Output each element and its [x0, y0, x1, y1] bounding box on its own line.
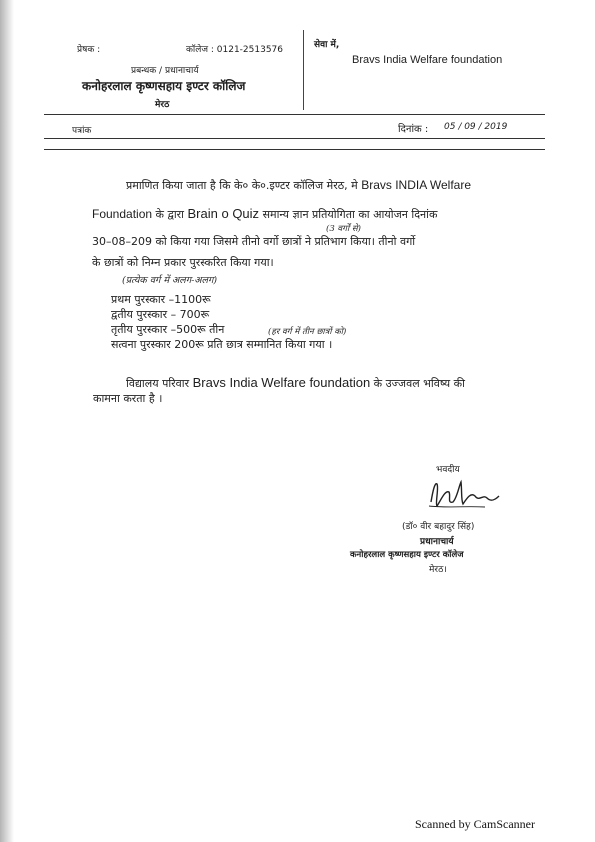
handnote-each-category: (प्रत्येक वर्ग में अलग-अलग)	[122, 275, 218, 286]
camscanner-watermark: Scanned by CamScanner	[415, 817, 535, 831]
para2-line1	[126, 375, 465, 391]
scan-shadow-edge	[0, 0, 14, 842]
signature-icon	[425, 476, 505, 512]
competition-text: समान्य ज्ञान प्रतियोगिता का आयोजन दिनांक	[262, 208, 438, 221]
date-value: 05 / 09 / 2019	[444, 122, 508, 132]
org-name-caps: Bravs INDIA Welfare	[361, 178, 472, 192]
para2-line2: कामना करता है ।	[93, 392, 163, 405]
designation: प्रधानाचार्य	[420, 537, 454, 547]
sender-label: प्रेषक :	[77, 45, 101, 55]
ref-label: पत्रांक	[72, 126, 92, 136]
college-name: कनोहरलाल कृष्णसहाय इण्टर कॉलिज	[82, 79, 246, 93]
prize-second: द्वतीय पुरस्कार – 700रू	[111, 308, 210, 321]
stamp-college: कनोहरलाल कृष्णसहाय इण्टर कॉलेज	[350, 550, 464, 560]
manager-principal: प्रबन्धक / प्रधानाचार्य	[131, 66, 199, 76]
to-label: सेवा में,	[314, 40, 340, 50]
para1-line1	[126, 178, 471, 193]
foundation-name: Bravs India Welfare foundation	[192, 375, 371, 390]
header-rule-bottom	[44, 149, 545, 150]
date-label: दिनांक :	[398, 124, 429, 135]
prize-third: तृतीय पुरस्कार –500रू तीन	[111, 323, 225, 336]
college-phone: कॉलेज : 0121-2513576	[186, 45, 284, 55]
yours-faithfully: भवदीय	[436, 465, 460, 475]
header-rule-mid	[44, 138, 545, 139]
para1-line4: के छात्रों को निम्न प्रकार पुरस्करित किया गया।	[92, 256, 274, 269]
para1-line3: 30–08–209 को किया गया जिसमे तीनो वर्गो छात्रों ने प्रतिभाग किया। तीनो वर्गो	[92, 235, 416, 248]
bright-future: के उज्जवल भविष्य की	[373, 377, 465, 390]
handnote-three-students: (हर वर्ग में तीन छात्रों को)	[268, 327, 347, 337]
handnote-categories: (3 वर्गों से)	[326, 224, 361, 234]
foundation-word: Foundation	[92, 207, 153, 221]
para1-line1-hindi: प्रमाणित किया जाता है कि के० के०.इण्टर कॉलिज मेरठ, मे	[126, 179, 358, 192]
header-divider	[303, 30, 304, 110]
event-name: Brain o Quiz	[187, 206, 260, 221]
school-family: विद्यालय परिवार	[126, 377, 190, 390]
recipient-name: Bravs India Welfare foundation	[352, 54, 503, 66]
signatory-name: (डॉ० वीर बहादुर सिंह)	[402, 522, 475, 532]
prize-first: प्रथम पुरस्कार –1100रू	[111, 293, 211, 306]
college-city: मेरठ	[155, 100, 170, 110]
header-rule-top	[44, 114, 545, 115]
stamp-city: मेरठ।	[429, 565, 447, 575]
prize-consolation: सत्वना पुरस्कार 200रू प्रति छात्र सम्मानित किया गया ।	[111, 338, 333, 351]
by-text: के द्वारा	[155, 208, 185, 221]
para1-line2	[92, 206, 437, 222]
